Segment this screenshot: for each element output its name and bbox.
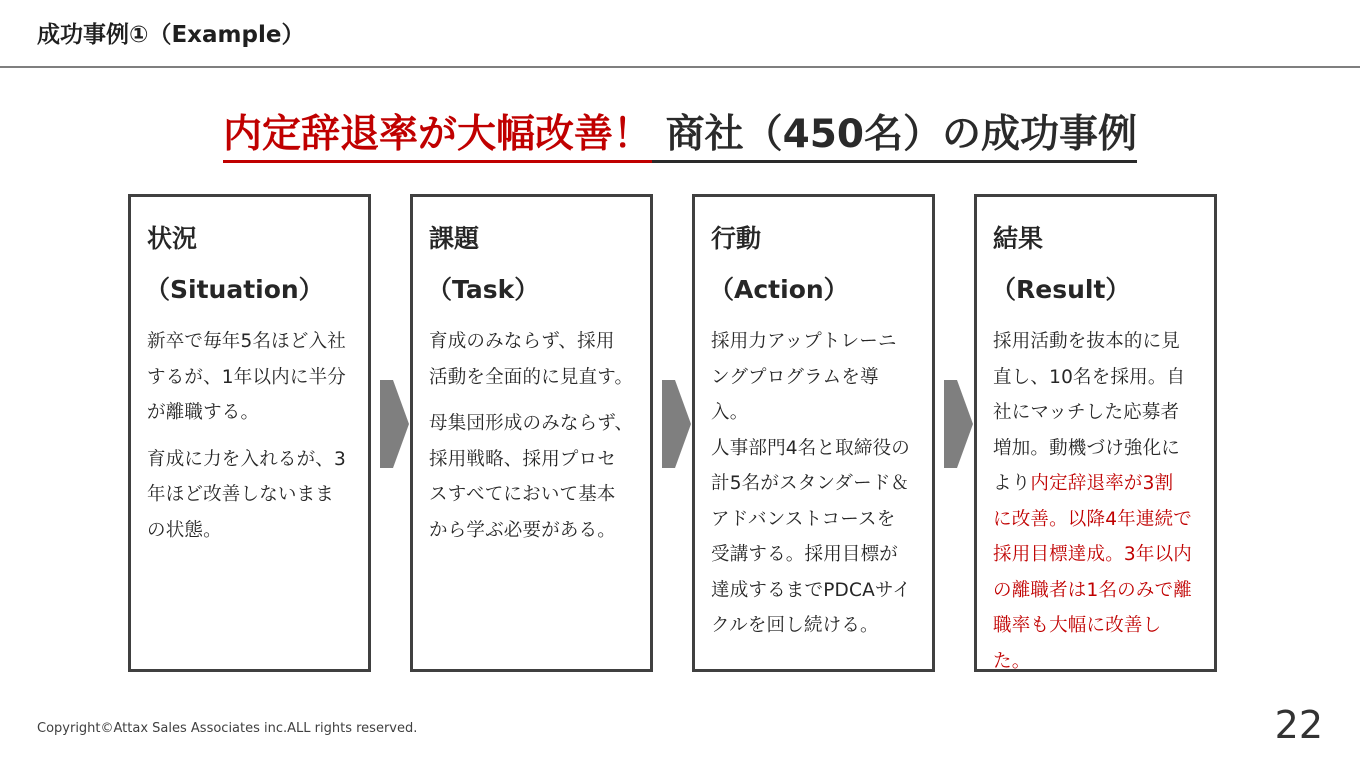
card-line xyxy=(429,360,634,396)
card-line xyxy=(711,324,916,360)
slide-title: 成功事例①（Example） xyxy=(37,22,305,48)
card-line xyxy=(147,477,352,513)
card-line-text: 採用力アップトレーニ xyxy=(711,331,897,352)
card-line-text: 直し、10名を採用。自 xyxy=(993,366,1186,388)
card-body xyxy=(147,324,352,548)
card-line xyxy=(993,537,1198,573)
card-line xyxy=(711,502,916,538)
card-paragraph xyxy=(147,442,352,549)
card-line xyxy=(993,395,1198,431)
card-line xyxy=(993,360,1198,396)
card-body xyxy=(429,324,634,548)
card-title-ja: 結果 xyxy=(993,224,1044,253)
card-line xyxy=(429,324,634,360)
card-paragraph xyxy=(429,324,634,395)
card-line xyxy=(147,324,352,360)
card-title-ja: 状況 xyxy=(147,224,198,253)
card-line-text: 計5名がスタンダード＆ xyxy=(711,473,910,494)
card-line-text: 受講する。採用目標が xyxy=(711,544,899,565)
card-line-text: 社にマッチした応募者 xyxy=(993,402,1180,423)
card-line-highlight: 内定辞退率が3割 xyxy=(1030,473,1174,494)
headline-highlight: 内定辞退率が大幅改善！ xyxy=(223,110,652,163)
card-line xyxy=(429,406,634,442)
card-line xyxy=(993,324,1198,360)
card-paragraph xyxy=(429,406,634,548)
headline-subject: 商社（450名）の成功事例 xyxy=(665,112,1137,157)
card-title-en: （Result） xyxy=(991,275,1131,304)
card-body xyxy=(993,324,1198,679)
card-line-text: の状態。 xyxy=(147,519,222,541)
card-line xyxy=(147,513,352,549)
card-title-en: （Task） xyxy=(427,275,540,304)
card-line-text: 採用戦略、採用プロセ xyxy=(429,448,617,470)
card-title-ja: 行動 xyxy=(711,224,762,253)
card-paragraph xyxy=(711,324,916,644)
card-line xyxy=(711,537,916,573)
card-line xyxy=(147,360,352,396)
card-line xyxy=(711,466,916,502)
card-body xyxy=(711,324,916,644)
card-line xyxy=(711,431,916,467)
card-line-text: 人事部門4名と取締役の xyxy=(711,437,910,459)
copyright: Copyright©Attax Sales Associates inc.ALL rights reserved. xyxy=(37,721,418,736)
chevron-right-arrow-icon xyxy=(380,380,409,468)
card-line xyxy=(993,573,1198,609)
card-line xyxy=(147,442,352,478)
card-line-highlight: の離職者は1名のみで離 xyxy=(993,579,1192,601)
card-line xyxy=(429,442,634,478)
card-line xyxy=(711,573,916,609)
card-title-ja: 課題 xyxy=(429,224,480,253)
card-line-text: ングプログラムを導入。 xyxy=(711,366,879,423)
card-line-highlight: 採用目標達成。3年以内 xyxy=(993,544,1192,565)
card-paragraph xyxy=(147,324,352,431)
card-line xyxy=(993,502,1198,538)
card-paragraph xyxy=(993,324,1198,679)
card-line-text: より xyxy=(993,473,1031,494)
card-line xyxy=(429,477,634,513)
card-line-text: 増加。動機づけ強化に xyxy=(993,437,1181,459)
card-line xyxy=(993,431,1198,467)
chevron-right-arrow-icon xyxy=(662,380,691,468)
card-line-text: から学ぶ必要がある。 xyxy=(429,519,617,541)
card-line xyxy=(993,608,1198,679)
card-line-text: クルを回し続ける。 xyxy=(711,615,879,636)
card-line-text: アドバンストコースを xyxy=(711,508,896,530)
card-situation xyxy=(128,194,371,672)
card-line-text: 育成のみならず、採用 xyxy=(429,331,615,352)
card-line xyxy=(429,513,634,549)
card-task xyxy=(410,194,653,672)
card-line-text: スすべてにおいて基本 xyxy=(429,484,616,505)
card-line xyxy=(993,466,1198,502)
header-divider xyxy=(0,66,1360,68)
chevron-right-arrow-icon xyxy=(944,380,973,468)
card-title-en: （Situation） xyxy=(145,275,324,304)
card-line-highlight: 職率も大幅に改善した。 xyxy=(993,615,1162,672)
card-line-text: 採用活動を抜本的に見 xyxy=(993,331,1181,352)
headline-underline xyxy=(223,110,1137,163)
card-line-text: 新卒で毎年5名ほど入社 xyxy=(147,331,346,352)
card-line-text: 年ほど改善しないまま xyxy=(147,484,335,505)
card-action xyxy=(692,194,935,672)
card-line-text: 達成するまでPDCAサイ xyxy=(711,579,912,601)
card-title-en: （Action） xyxy=(709,275,849,304)
card-line xyxy=(711,360,916,431)
page-number: 22 xyxy=(1274,703,1323,747)
headline xyxy=(0,107,1360,163)
card-line-text: 母集団形成のみならず、 xyxy=(429,413,634,434)
card-line-text: 活動を全面的に見直す。 xyxy=(429,366,634,388)
card-line xyxy=(711,608,916,644)
card-line xyxy=(147,395,352,431)
card-line-text: するが、1年以内に半分 xyxy=(147,366,346,388)
card-line-text: が離職する。 xyxy=(147,402,260,423)
card-line-highlight: に改善。以降4年連続で xyxy=(993,508,1192,530)
card-result xyxy=(974,194,1217,672)
card-line-text: 育成に力を入れるが、3 xyxy=(147,448,346,470)
